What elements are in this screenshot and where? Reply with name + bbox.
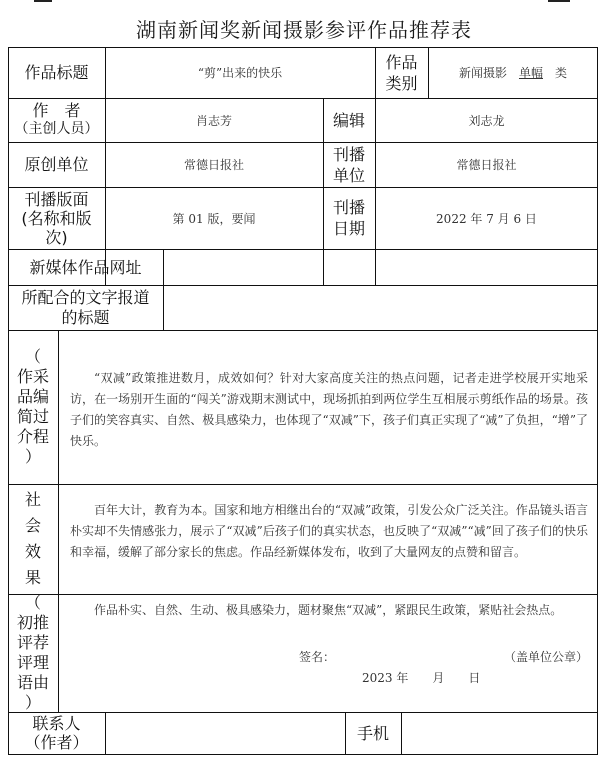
- recommend-label-char: 语由: [16, 673, 49, 692]
- related-report-label-line2: 的标题: [61, 307, 110, 327]
- category-label: [375, 47, 428, 98]
- intro-label: [8, 330, 58, 484]
- new-media-url-label: 新媒体作品网址: [29, 257, 142, 277]
- origin-unit-label: 原创单位: [24, 155, 89, 174]
- column-divider: [58, 330, 59, 712]
- contact-label: [8, 712, 105, 754]
- social-effect-text: 百年大计，教育为本。国家和地方相继出台的“双减”政策，引发公众广泛关注。作品镜头语言朴实却不失情感张力，展示了“双减”后孩子们的真实状态，也反映了“双减”“减”回了孩子们的快乐和幸福，缓解了部分家长的焦虑。作品经新媒体发布，收到了大量网友的点赞和留言。: [70, 503, 588, 559]
- related-report-label-line1: 所配合的文字报道: [21, 287, 150, 307]
- publish-date-label-line1: 刊播: [332, 198, 365, 217]
- phone-value: [401, 712, 598, 754]
- seal-label: （盖单位公章）: [504, 650, 589, 664]
- category-value-underlined: 单幅: [518, 66, 543, 80]
- effect-label-char: 社: [24, 490, 41, 509]
- publish-date-label-line2: 日期: [332, 219, 365, 238]
- row-divider: [8, 330, 598, 331]
- recommend-text: 作品朴实、自然、生动、极具感染力，题材聚焦“双减”，紧跟民生政策，紧贴社会热点。: [94, 603, 563, 617]
- publish-unit-label-line1: 刊播: [332, 144, 365, 164]
- author-label: [8, 98, 105, 142]
- effect-label-char: 会: [24, 516, 41, 535]
- new-media-url-value: [163, 249, 598, 285]
- publish-date-label: [323, 187, 375, 249]
- editor-value: 刘志龙: [468, 113, 505, 128]
- top-border-fragment-right: [548, 0, 570, 2]
- social-effect-label: [8, 484, 58, 594]
- layout-label-line2: (名称和版: [21, 208, 92, 228]
- recommend-label: [8, 594, 58, 712]
- origin-unit-value: 常德日报社: [183, 158, 244, 172]
- intro-label-char: ）: [24, 447, 41, 466]
- editor-label: 编辑: [332, 110, 365, 130]
- work-title-label: 作品标题: [24, 63, 89, 82]
- related-report-label: [8, 285, 163, 330]
- related-report-value: [163, 285, 598, 330]
- publish-unit-value: 常德日报社: [456, 158, 517, 172]
- contact-label-line1: 联系人: [32, 714, 81, 733]
- layout-label-line1: 刊播版面: [24, 189, 89, 209]
- intro-label-char: 品编: [16, 387, 49, 406]
- intro-label-char: 简过: [16, 407, 49, 426]
- category-value: [428, 47, 598, 98]
- top-border-fragment-left: [34, 0, 52, 2]
- layout-label-line3: 次): [45, 227, 68, 247]
- effect-label-char: 果: [24, 568, 41, 587]
- category-prefix: 新闻摄影: [458, 66, 507, 80]
- category-label-line2: 类别: [385, 73, 418, 93]
- row-divider: [8, 594, 598, 595]
- effect-label-char: 效: [24, 542, 41, 561]
- author-label-line2: （主创人员）: [14, 121, 99, 137]
- contact-label-line2: （作者）: [24, 733, 89, 752]
- publish-date-value: 2022 年 7 月 6 日: [436, 211, 537, 226]
- intro-label-char: （: [24, 347, 41, 366]
- recommend-label-char: 评理: [16, 653, 49, 672]
- recommend-label-char: 初推: [16, 613, 49, 632]
- layout-label: [8, 187, 105, 249]
- intro-label-char: 作采: [16, 367, 49, 386]
- intro-label-char: 介程: [16, 427, 49, 446]
- work-title-value: “剪”出来的快乐: [197, 66, 283, 80]
- signature-label: 签名：: [299, 650, 336, 664]
- publish-unit-label-line2: 单位: [332, 165, 365, 185]
- recommend-date: 2023 年 月 日: [362, 671, 481, 685]
- category-label-line1: 作品: [385, 52, 418, 72]
- contact-value: [105, 712, 345, 754]
- author-label-line1: 作 者: [32, 101, 81, 120]
- recommendation-form-table: [8, 47, 598, 755]
- intro-text: “双减”政策推进数月，成效如何？针对大家高度关注的热点问题，记者走进学校展开实地采访，在一场别开生面的“闯关”游戏期末测试中，现场抓拍到两位学生互相展示剪纸作品的场景。孩子们的笑容真实、自然、极具感染力，也体现了“双减”下，孩子们真正实现了“减”了负担，“增”了快乐。: [70, 371, 588, 448]
- recommend-label-char: （: [24, 593, 41, 612]
- publish-unit-label: [323, 142, 375, 187]
- layout-value: 第 01 版，要闻: [172, 211, 256, 226]
- document-title: 湖南新闻奖新闻摄影参评作品推荐表: [136, 18, 472, 42]
- recommend-label-char: 评荐: [16, 633, 49, 652]
- category-suffix: 类: [555, 66, 568, 80]
- row-divider: [8, 484, 598, 485]
- recommend-label-char: ）: [24, 693, 41, 712]
- author-value: 肖志芳: [195, 113, 232, 128]
- phone-label: 手机: [356, 723, 389, 743]
